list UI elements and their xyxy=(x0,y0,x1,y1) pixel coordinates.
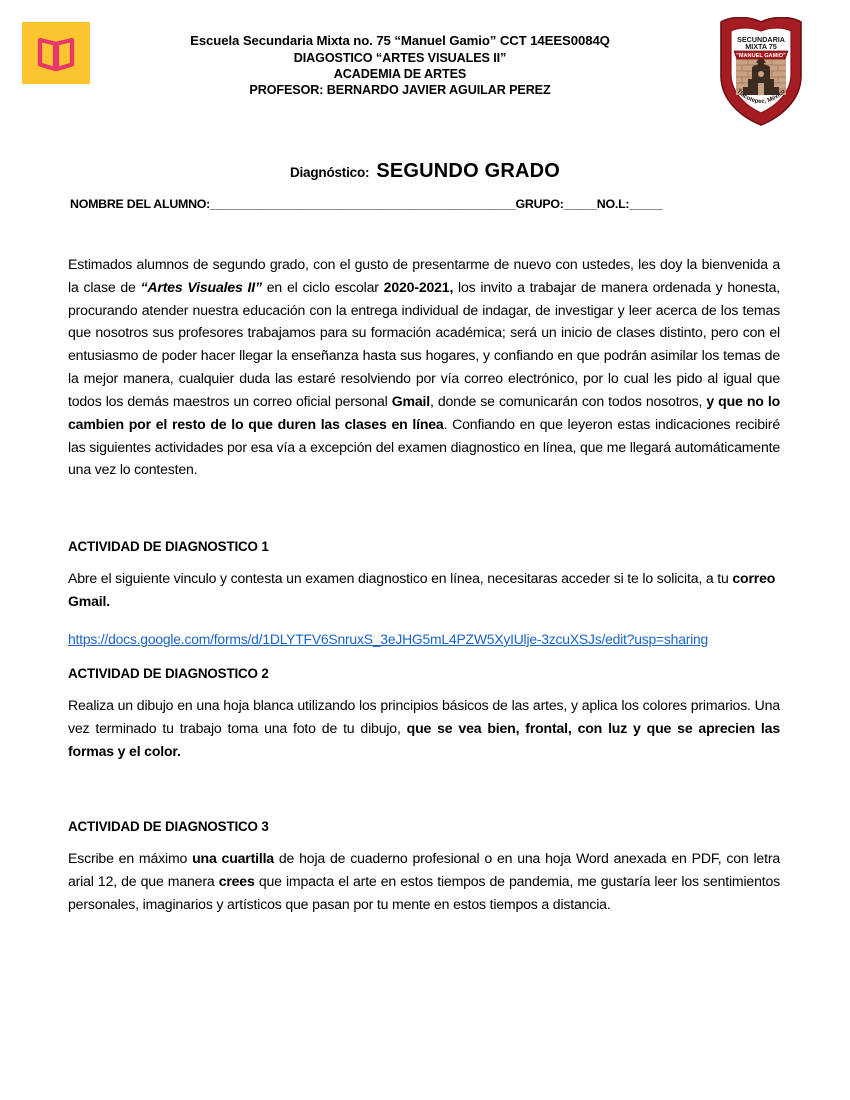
activity-2-body xyxy=(68,694,780,762)
crest-banner-text: "MANUEL GAMIO" xyxy=(736,53,786,59)
activity-1-link-block xyxy=(68,629,780,651)
student-info-fields-line: NOMBRE DEL ALUMNO:______________________________________________GRUPO:_____NO.L:_____ xyxy=(70,197,663,211)
intro-text-1: Estimados alumnos de segundo grado, con el gusto de presentarme de nuevo con ustedes, les doy la bienvenida a la clase de xyxy=(68,256,780,295)
diagnostico-title xyxy=(0,160,850,183)
header-title-line-2: DIAGOSTICO “ARTES VISUALES II” xyxy=(293,50,507,65)
activity-3-text-3: que impacta el arte en estos tiempos de pandemia, me gustaría leer los sentimientos personales, imaginarios y artísticos que pasan por tu mente en estos tiempos a distancia. xyxy=(68,872,780,912)
intro-text-3: los invito a trabajar de manera ordenada y honesta, procurando atender nuestra educación con la entrega individual de indagar, de investigar y leer acerca de los temas que nosotros sus profesores trabajamos para su formación académica; será un inicio de clases distinto, pero con el entusiasmo de poder hacer llegar la enseñanza hasta sus hogares, y confiando en que podrán asimilar los temas de la mejor manera, cualquier duda las estaré resolviendo por vía correo electrónico, por lo cual les pido al igual que todos los demás maestros un correo oficial personal xyxy=(68,278,781,409)
intro-course-name: “Artes Visuales II” xyxy=(140,278,262,295)
diagnostico-label: Diagnóstico: xyxy=(289,165,370,180)
school-shield-crest-icon xyxy=(712,17,810,129)
crest-top-text-line2: MIXTA 75 xyxy=(745,42,777,51)
crest-top-text-line1: SECUNDARIA xyxy=(737,35,785,44)
activity-2-heading: ACTIVIDAD DE DIAGNOSTICO 2 xyxy=(68,666,269,682)
document-header xyxy=(0,0,850,135)
intro-school-year: 2020-2021, xyxy=(383,278,454,295)
header-title-line-4: PROFESOR: BERNARDO JAVIER AGUILAR PEREZ xyxy=(249,83,551,98)
activity-3-cuartilla-emphasis: una cuartilla xyxy=(192,849,274,866)
activity-3-heading: ACTIVIDAD DE DIAGNOSTICO 3 xyxy=(68,818,269,834)
intro-text-5: . Confiando en que leyeron estas indicaciones recibiré las siguientes actividades por esa vía a excepción del examen diagnostico en línea, que me llegará automáticamente una vez lo contesten. xyxy=(68,415,780,478)
header-title-line-1: Escuela Secundaria Mixta no. 75 “Manuel Gamio” CCT 14EES0084Q xyxy=(190,33,610,48)
intro-no-change-emphasis: y que no lo cambien por el resto de lo que duren las clases en línea xyxy=(68,392,781,432)
open-book-logo xyxy=(22,22,90,84)
intro-gmail-emphasis: Gmail xyxy=(391,392,430,409)
activity-1-gmail-emphasis: correo Gmail. xyxy=(68,570,776,610)
activity-1-body xyxy=(68,567,780,613)
google-form-link[interactable]: https://docs.google.com/forms/d/1DLYTFV6SnruxS_3eJHG5mL4PZW5XyIUlje-3zcuXSJs/edit?usp=sharing xyxy=(68,630,709,647)
intro-text-4: , donde se comunicarán con todos nosotros, xyxy=(429,392,707,409)
activity-1-heading: ACTIVIDAD DE DIAGNOSTICO 1 xyxy=(68,539,269,555)
activity-3-text-1: Escribe en máximo xyxy=(68,849,193,866)
intro-text-2: en el ciclo escolar xyxy=(261,278,384,295)
activity-1-text: Abre el siguiente vinculo y contesta un examen diagnostico en línea, necesitaras acceder si te lo solicita, a tu xyxy=(68,570,733,587)
activity-2-text: Realiza un dibujo en una hoja blanca utilizando los principios básicos de las artes, y aplica los colores primarios. Una vez terminado tu trabajo toma una foto de tu dibujo, xyxy=(68,697,780,737)
document-body xyxy=(68,253,780,915)
header-title-block xyxy=(120,33,680,98)
crest-bottom-text: Tlacotepec, México xyxy=(735,88,787,106)
diagnostico-grade-value: SEGUNDO GRADO xyxy=(376,160,561,182)
header-title-line-3: ACADEMIA DE ARTES xyxy=(333,67,467,81)
activity-3-body xyxy=(68,847,780,915)
open-book-icon xyxy=(36,33,76,73)
activity-3-text-2: de hoja de cuaderno profesional o en una hoja Word anexada en PDF, con letra arial 12, de que manera xyxy=(68,849,780,889)
activity-2-photo-emphasis: que se vea bien, frontal, con luz y que se aprecien las formas y el color. xyxy=(68,720,780,760)
activity-3-crees-emphasis: crees xyxy=(218,872,255,889)
intro-paragraph xyxy=(68,253,780,481)
